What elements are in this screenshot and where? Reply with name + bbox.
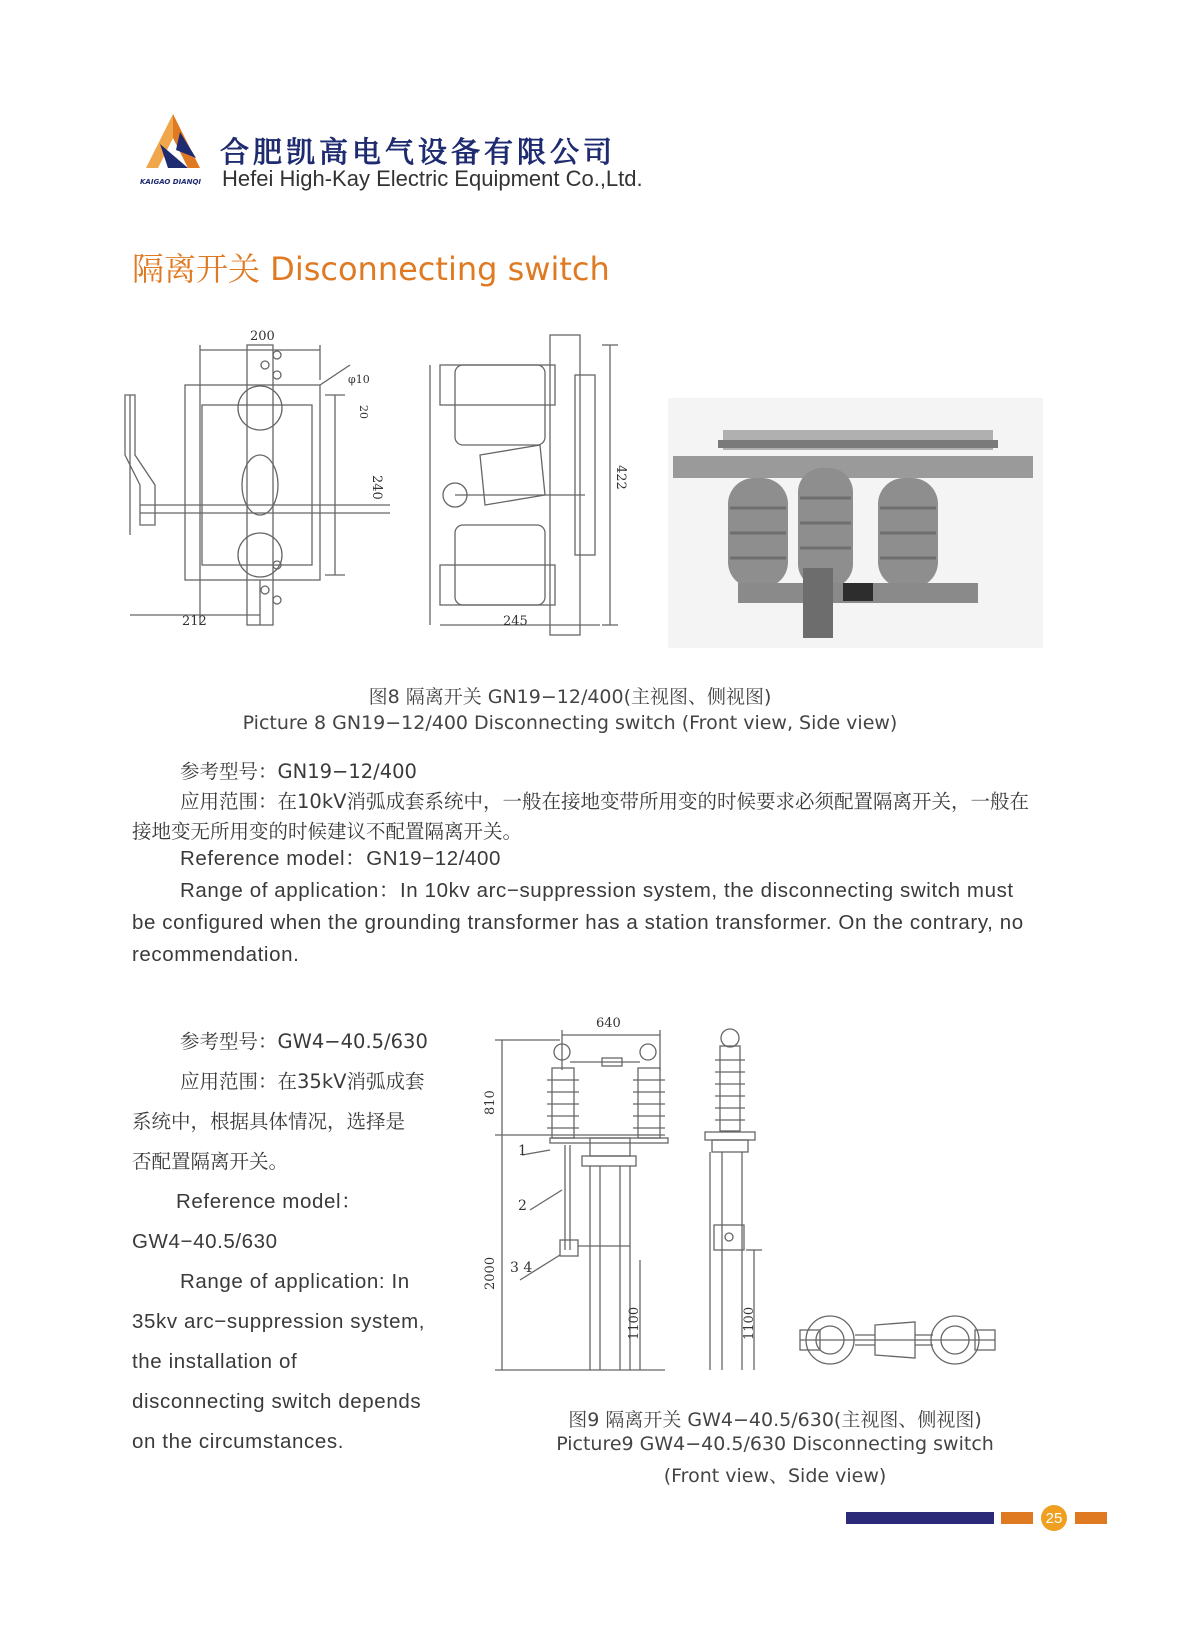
spec9-range-cn-2: 系统中，根据具体情况，选择是 <box>132 1110 406 1133</box>
fig9-dim-640: 640 <box>596 1016 621 1031</box>
company-name-cn: 合肥凯高电气设备有限公司 <box>220 135 617 169</box>
spec9-range-en-2: 35kv arc−suppression system, <box>132 1310 426 1333</box>
spec9-range-en-3: the installation of <box>132 1350 298 1373</box>
spec9-range-en-5: on the circumstances. <box>132 1430 344 1453</box>
figure8-caption-en: Picture 8 GN19−12/400 Disconnecting switch (Front view, Side view) <box>242 712 898 734</box>
page-number-badge <box>1041 1505 1067 1531</box>
fig8-dim-phi10: φ10 <box>348 373 370 386</box>
fig8-dim-245: 245 <box>503 614 528 629</box>
fig9-dim-2000: 2000 <box>483 1256 498 1290</box>
fig8-dim-240: 240 <box>369 475 384 500</box>
spec8-range-en: Range of application：In 10kv arc−suppression system, the disconnecting switch must be configured when the grounding transformer has a station transformer. On the contrary, no recommendation. <box>132 879 1024 966</box>
spec9-range-cn-3: 否配置隔离开关。 <box>132 1150 289 1173</box>
logo-text: KAIGAO DIANQI <box>140 178 202 186</box>
fig9-dim-1100-side: 1100 <box>742 1306 757 1340</box>
fig9-label-1: 1 <box>518 1143 527 1159</box>
figure8-drawing <box>120 325 650 660</box>
spec9-range-cn-1: 应用范围：在35kV消弧成套 <box>180 1070 425 1093</box>
spec9-range-en-1: Range of application: In <box>180 1270 410 1293</box>
fig8-dim-422: 422 <box>613 465 628 490</box>
footer-navy-bar <box>846 1512 994 1524</box>
spec8-block <box>132 757 1042 971</box>
figure8-photo <box>668 398 1043 648</box>
fig9-dim-1100: 1100 <box>627 1306 642 1340</box>
spec9-model-cn: 参考型号：GW4−40.5/630 <box>180 1030 428 1053</box>
spec9-block <box>132 1022 472 1462</box>
fig9-label-34: 3 4 <box>510 1260 533 1276</box>
company-logo <box>142 110 204 184</box>
fig8-dim-20: 20 <box>357 405 370 419</box>
figure9-drawing <box>483 1010 1050 1410</box>
spec9-range-en-4: disconnecting switch depends <box>132 1390 422 1413</box>
footer-orange-bar-right <box>1075 1512 1107 1524</box>
fig8-dim-200: 200 <box>250 329 275 344</box>
section-title: 隔离开关 Disconnecting switch <box>132 250 610 288</box>
fig9-label-2: 2 <box>518 1198 527 1214</box>
figure9-caption-en-2: (Front view、Side view) <box>663 1465 887 1487</box>
spec8-model-en: Reference model：GN19−12/400 <box>180 847 502 870</box>
company-name-en: Hefei High-Kay Electric Equipment Co.,Ltd. <box>222 166 643 191</box>
figure9-caption-cn: 图9 隔离开关 GW4−40.5/630(主视图、侧视图) <box>568 1409 982 1431</box>
figure9-caption-en-1: Picture9 GW4−40.5/630 Disconnecting switch <box>556 1433 994 1455</box>
spec9-model-en-2: GW4−40.5/630 <box>132 1230 278 1253</box>
fig8-dim-212: 212 <box>182 614 207 629</box>
spec9-model-en-1: Reference model： <box>176 1190 363 1213</box>
spec8-model-cn: 参考型号：GN19−12/400 <box>180 760 417 783</box>
fig9-dim-810: 810 <box>483 1090 498 1115</box>
figure8-caption-cn: 图8 隔离开关 GN19−12/400(主视图、侧视图) <box>368 686 772 708</box>
footer-orange-bar-left <box>1001 1512 1033 1524</box>
page-number: 25 <box>1045 1509 1063 1527</box>
spec8-range-cn: 应用范围：在10kV消弧成套系统中，一般在接地变带所用变的时候要求必须配置隔离开关，一般在接地变无所用变的时候建议不配置隔离开关。 <box>132 790 1029 843</box>
